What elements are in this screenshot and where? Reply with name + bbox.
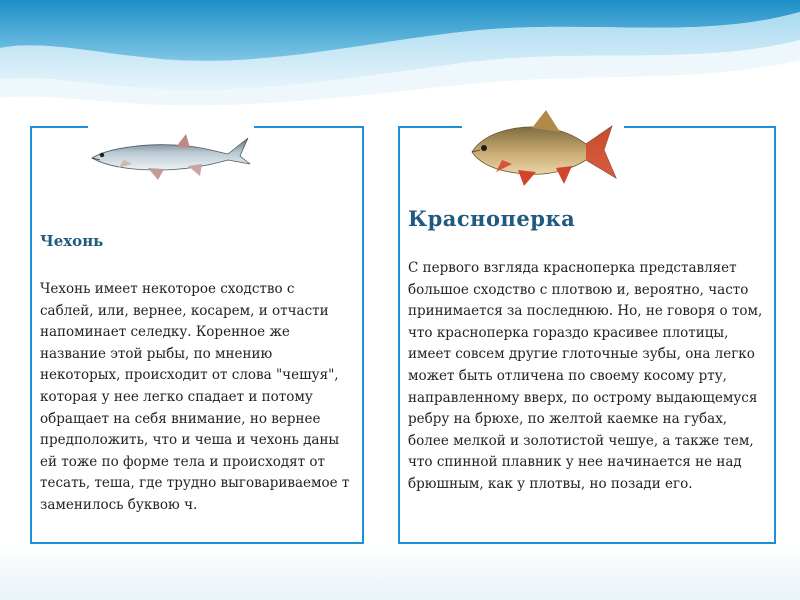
bottom-background: [0, 540, 800, 600]
fish-krasnoperka-image: [462, 104, 624, 194]
card-title-krasnoperka: Красноперка: [408, 206, 576, 231]
fish-chekhon-icon: [88, 118, 254, 194]
card-title-chekhon: Чехонь: [40, 232, 104, 250]
fish-krasnoperka-icon: [462, 104, 624, 194]
card-text-krasnoperka: С первого взгляда красноперка представляет большое сходство с плотвою и, вероятно, часто принимается за последнюю. Но, не говоря о том, что красноперка гораздо красивее плотицы, имеет совсем другие глоточные зубы, она легко может быть отличена по своему косому рту, направленному вверх, по острому выдающемуся ребру на брюхе, по желтой каемке на губах, более мелкой и золотистой чешуе, а также тем, что спинной плавник у нее начинается не над брюшным, как у плотвы, но позади его.: [408, 260, 763, 492]
fish-chekhon-image: [88, 118, 254, 194]
card-text-chekhon: Чехонь имеет некоторое сходство с саблей, или, вернее, косарем, и отчасти напоминает селедку. Коренное же название этой рыбы, по мнению некоторых, происходит от слова "чешуя", которая у нее легко спадает и потому обращает на себя внимание, но вернее предположить, что и чеша и чехонь даны ей тоже по форме тела и происходят от тесать, теша, где трудно выговариваемое т заменилось буквою ч.: [40, 281, 350, 513]
